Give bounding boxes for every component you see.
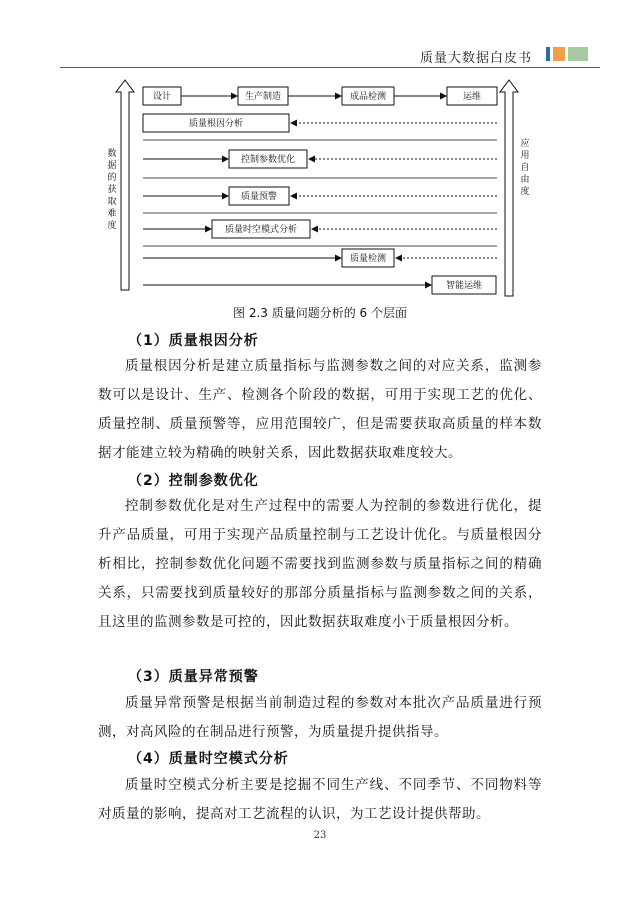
figure-caption: 图 2.3 质量问题分析的 6 个层面 — [233, 306, 407, 320]
section-title: （2）控制参数优化 — [128, 473, 259, 489]
stage-label: 成品检测 — [349, 92, 387, 102]
page-number: 23 — [313, 830, 327, 841]
left-axis-char: 难 — [107, 209, 117, 219]
section-paragraph: 质量根因分析是建立质量指标与监测参数之间的对应关系，监测参数可以是设计、生产、检测各个阶段的数据，可用于实现工艺的优化、质量控制、质量预警等，应用范围较广，但是需要获取高质量的样本数据才能建立较为精确的映射关系，因此数据获取难度较大。 — [98, 358, 542, 461]
layer-label: 智能运维 — [445, 281, 483, 291]
stage-label: 生产制造 — [244, 92, 282, 102]
stage-label: 设计 — [152, 92, 172, 102]
section-paragraph: 质量异常预警是根据当前制造过程的参数对本批次产品质量进行预测，对高风险的在制品进行预警，为质量提升提供指导。 — [98, 695, 542, 740]
section-title: （4）质量时空模式分析 — [128, 751, 289, 767]
right-axis-char: 用 — [520, 151, 530, 161]
stage-label: 运维 — [462, 92, 482, 102]
layer-label: 质量检测 — [349, 254, 387, 264]
layer-label: 质量时空模式分析 — [224, 225, 298, 235]
right-axis-char: 由 — [520, 175, 530, 185]
section-paragraph: 质量时空模式分析主要是挖掘不同生产线、不同季节、不同物料等对质量的影响，提高对工艺流程的认识，为工艺设计提供帮助。 — [98, 777, 542, 822]
layer-label: 控制参数优化 — [240, 155, 296, 165]
header-title: 质量大数据白皮书 — [420, 51, 533, 66]
left-axis-char: 据 — [107, 161, 117, 171]
right-axis-char: 自 — [520, 163, 530, 173]
left-axis-char: 度 — [107, 221, 117, 231]
section-paragraph: 控制参数优化是对生产过程中的需要人为控制的参数进行优化，提升产品质量，可用于实现产品质量控制与工艺设计优化。与质量根因分析相比，控制参数优化问题不需要找到监测参数与质量指标之间的精确关系，只需要找到质量较好的那部分质量指标与监测参数之间的关系，且这里的监测参数是可控的，因此数据获取难度小于质量根因分析。 — [98, 498, 542, 630]
section-title: （1）质量根因分析 — [128, 333, 259, 349]
left-axis-char: 获 — [107, 185, 117, 195]
left-axis-char: 的 — [107, 173, 117, 183]
layer-label: 质量根因分析 — [188, 119, 244, 129]
left-axis-char: 数 — [107, 149, 117, 159]
left-axis-label — [107, 147, 116, 231]
layer-label: 质量预警 — [240, 192, 278, 202]
right-axis-char: 度 — [520, 187, 530, 197]
left-axis-char: 取 — [107, 197, 117, 207]
section-title: （3）质量异常预警 — [128, 669, 259, 685]
quality-analysis-diagram — [0, 0, 640, 300]
right-axis-arrow — [500, 80, 518, 296]
left-axis-arrow — [116, 80, 134, 290]
right-axis-label — [520, 137, 529, 197]
right-axis-char: 应 — [520, 139, 530, 149]
